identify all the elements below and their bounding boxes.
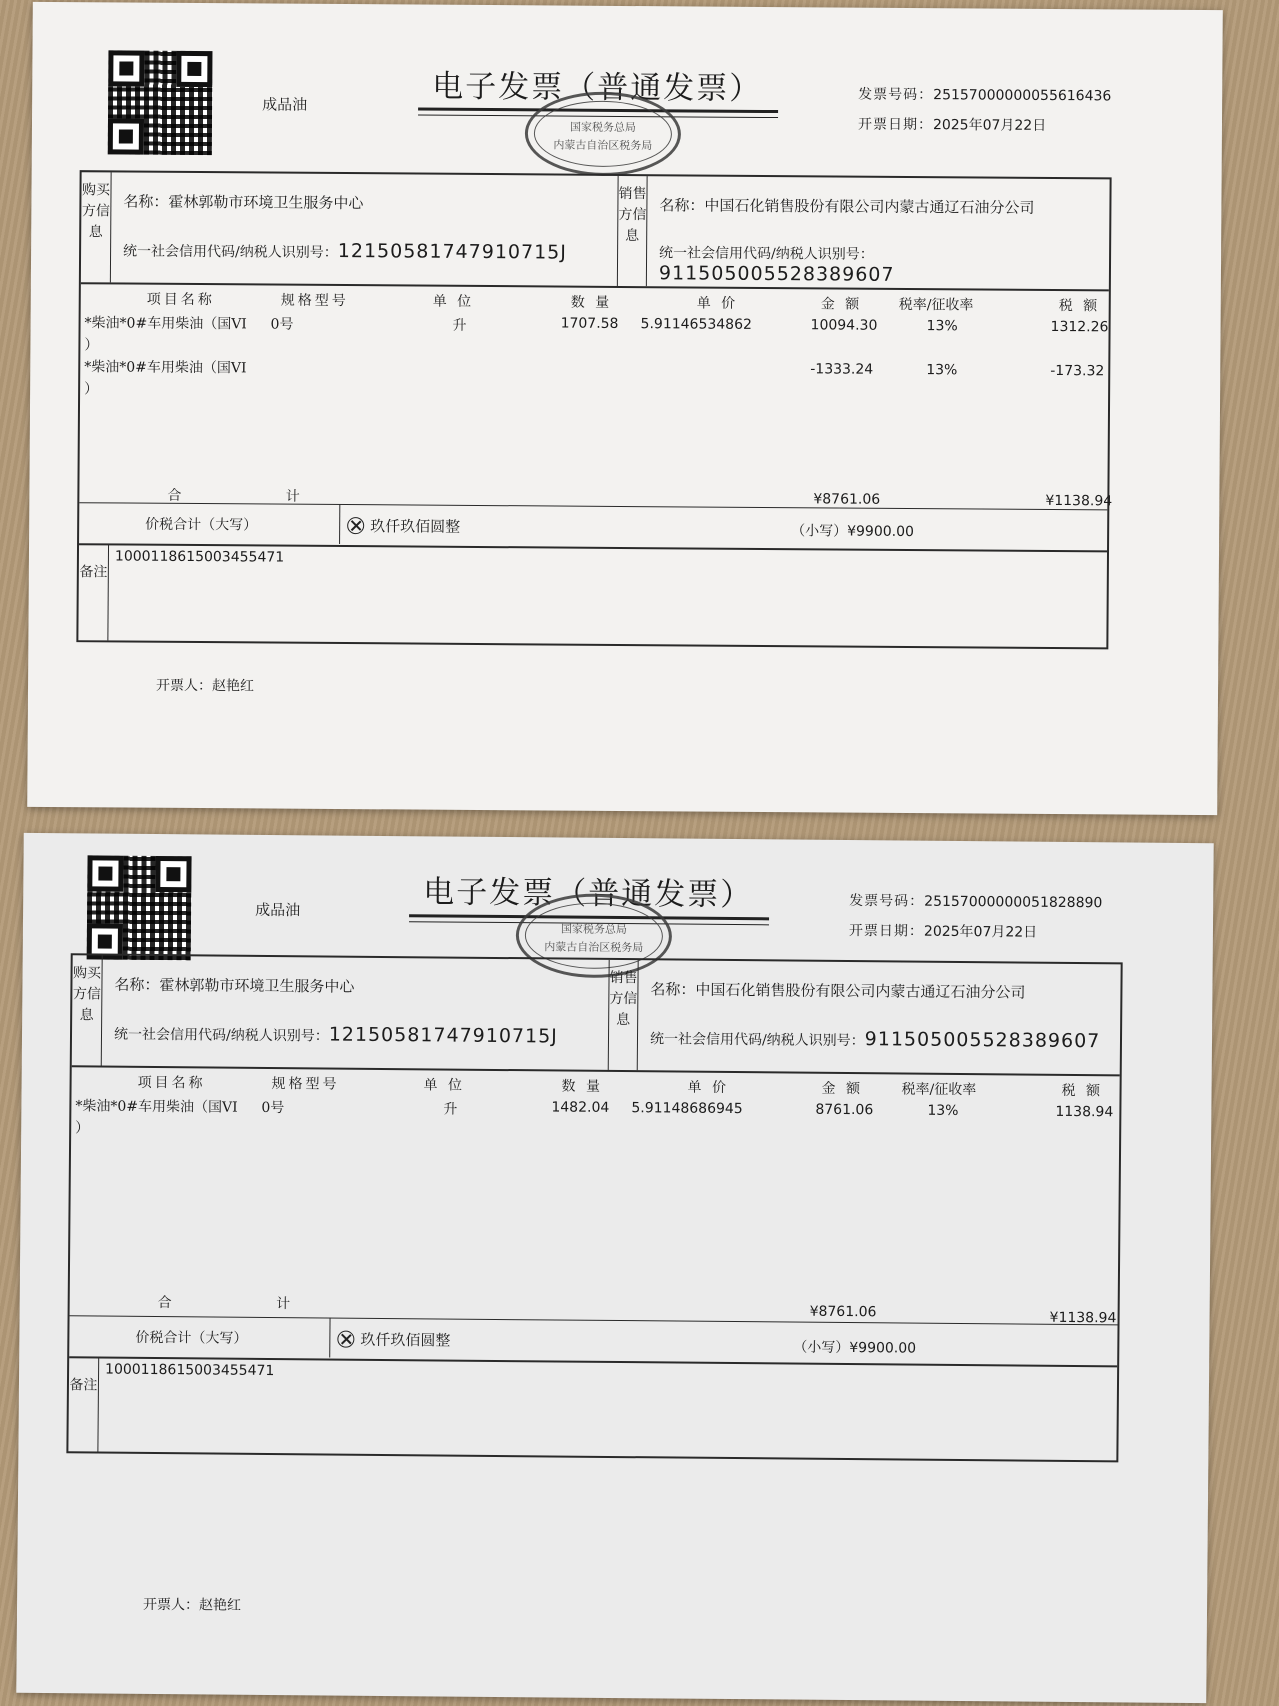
total-amount: ¥8761.06 bbox=[809, 1303, 877, 1321]
remark-label: 备注 bbox=[68, 1357, 99, 1453]
invoice-title: 电子发票（普通发票） bbox=[423, 874, 754, 914]
seller-tax-id: 统一社会信用代码/纳税人识别号：911505005528389607 bbox=[658, 245, 895, 286]
col-amount: 金 额 bbox=[820, 296, 863, 313]
remark-label: 备注 bbox=[78, 544, 109, 640]
col-rate: 税率/征收率 bbox=[898, 296, 974, 314]
seller-side-label: 销售方信息 bbox=[617, 176, 648, 286]
seller-tax-id: 统一社会信用代码/纳税人识别号：911505005528389607 bbox=[649, 1028, 1101, 1053]
invoice-category: 成品油 bbox=[262, 95, 308, 114]
invoice-table bbox=[66, 953, 1122, 1462]
col-rate: 税率/征收率 bbox=[901, 1081, 977, 1099]
col-unit: 单 位 bbox=[432, 293, 475, 310]
tax-total-label: 价税合计（大写） bbox=[135, 1329, 248, 1347]
col-item: 项目名称 bbox=[146, 291, 215, 309]
circle-x-icon bbox=[337, 1331, 354, 1348]
col-price: 单 价 bbox=[696, 295, 739, 312]
invoice-sheet-1 bbox=[27, 2, 1223, 815]
invoice-sheet-2 bbox=[16, 833, 1213, 1703]
seller-side-label: 销售方信息 bbox=[608, 960, 639, 1070]
circle-x-icon bbox=[347, 517, 364, 534]
table-row: *柴油*0#车用柴油（国VI ） -1333.24 13% -173.32 bbox=[84, 359, 1105, 398]
tax-total-label: 价税合计（大写） bbox=[145, 516, 258, 534]
col-tax: 税 额 bbox=[1058, 298, 1101, 315]
seller-name: 名称：中国石化销售股份有限公司内蒙古通辽石油分公司 bbox=[659, 196, 1035, 217]
col-price: 单 价 bbox=[687, 1079, 730, 1096]
col-spec: 规格型号 bbox=[280, 292, 349, 310]
remark-row bbox=[68, 1357, 1117, 1464]
total-amount: ¥8761.06 bbox=[813, 491, 881, 508]
buyer-tax-id: 统一社会信用代码/纳税人识别号：12150581747910715J bbox=[113, 1023, 558, 1048]
total-label: 合 计 bbox=[157, 1295, 341, 1313]
buyer-side-label: 购买方信息 bbox=[81, 172, 112, 282]
tax-total-words: 玖仟玖佰圆整 bbox=[347, 515, 460, 537]
invoice-number: 发票号码：25157000000051828890 bbox=[849, 893, 1103, 912]
col-amount: 金 额 bbox=[821, 1080, 864, 1098]
buyer-name: 名称：霍林郭勒市环境卫生服务中心 bbox=[123, 192, 364, 213]
issuer: 开票人：赵艳红 bbox=[142, 1596, 242, 1614]
qr-code-icon bbox=[108, 50, 213, 155]
issue-date: 开票日期：2025年07月22日 bbox=[857, 116, 1047, 134]
table-row: *柴油*0#车用柴油（国VI ） 0号 升 1707.58 5.91146534862 10094.30 13% 1312.26 bbox=[84, 315, 1109, 354]
buyer-name: 名称：霍林郭勒市环境卫生服务中心 bbox=[114, 975, 355, 996]
tax-seal-stamp: 国家税务总局 内蒙古自治区税务局 bbox=[525, 91, 682, 176]
total-tax: ¥1138.94 bbox=[1045, 492, 1113, 510]
invoice-number: 发票号码：25157000000055616436 bbox=[858, 86, 1112, 105]
col-spec: 规格型号 bbox=[271, 1075, 340, 1093]
tax-seal-stamp: 国家税务总局 内蒙古自治区税务局 bbox=[516, 893, 673, 978]
invoice-table bbox=[76, 170, 1111, 649]
col-qty: 数 量 bbox=[561, 1078, 604, 1095]
col-unit: 单 位 bbox=[423, 1077, 466, 1094]
issue-date: 开票日期：2025年07月22日 bbox=[848, 923, 1038, 941]
issuer: 开票人：赵艳红 bbox=[155, 677, 255, 695]
col-tax: 税 额 bbox=[1061, 1082, 1104, 1100]
total-tax: ¥1138.94 bbox=[1049, 1309, 1117, 1327]
invoice-title: 电子发票（普通发票） bbox=[432, 68, 763, 107]
total-label: 合 计 bbox=[167, 487, 350, 506]
table-row: *柴油*0#车用柴油（国VI ） 0号 升 1482.04 5.91148686945 8761.06 13% 1138.94 bbox=[75, 1098, 1114, 1137]
tax-total-small: （小写）¥9900.00 bbox=[791, 523, 915, 541]
seller-name: 名称：中国石化销售股份有限公司内蒙古通辽石油分公司 bbox=[650, 980, 1026, 1002]
qr-code-icon bbox=[87, 855, 192, 960]
col-item: 项目名称 bbox=[137, 1074, 206, 1092]
buyer-side-label: 购买方信息 bbox=[72, 955, 103, 1065]
remark-row bbox=[78, 544, 1107, 649]
remark-text: 1000118615003455471 bbox=[105, 1361, 275, 1380]
invoice-category: 成品油 bbox=[255, 900, 301, 920]
tax-total-words: 玖仟玖佰圆整 bbox=[337, 1329, 450, 1351]
col-qty: 数 量 bbox=[570, 294, 613, 311]
tax-total-small: （小写）¥9900.00 bbox=[793, 1339, 917, 1357]
remark-text: 1000118615003455471 bbox=[114, 548, 285, 566]
buyer-tax-id: 统一社会信用代码/纳税人识别号：12150581747910715J bbox=[123, 239, 567, 264]
